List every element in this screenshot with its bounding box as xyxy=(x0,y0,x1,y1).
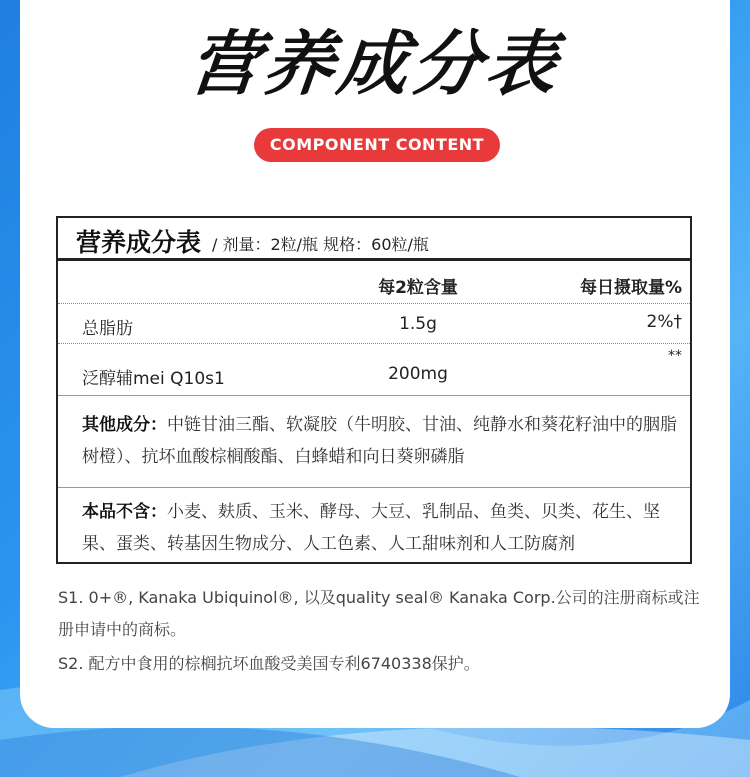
col-per-serving: 每2粒含量 xyxy=(378,278,458,298)
nutrient-amount: 1.5g xyxy=(399,314,437,334)
other-ingredients-text: 中链甘油三酯、软凝胶（牛明胶、甘油、纯静水和葵花籽油中的胭脂树橙）、抗坏血酸棕榈酸酯、白蜂蜡和向日葵卵磷脂 xyxy=(82,415,677,467)
nutrient-name: 总脂肪 xyxy=(82,319,133,339)
free-from xyxy=(82,496,682,560)
table-title: 营养成分表 xyxy=(76,228,202,257)
free-from-text: 小麦、麸质、玉米、酵母、大豆、乳制品、鱼类、贝类、花生、坚果、蛋类、转基因生物成分、人工色素、人工甜味剂和人工防腐剂 xyxy=(82,502,660,554)
column-header-row xyxy=(58,261,690,304)
nutrient-amount: 200mg xyxy=(388,364,448,384)
nutrient-name: 泛醇辅mei Q10s1 xyxy=(82,369,225,389)
other-ingredients-row xyxy=(58,396,690,488)
other-ingredients-label: 其他成分： xyxy=(82,415,167,435)
free-from-row xyxy=(58,488,690,562)
component-content-badge: COMPONENT CONTENT xyxy=(254,128,500,162)
free-from-label: 本品不含： xyxy=(82,502,167,522)
table-serving-info: / 剂量：2粒/瓶 规格：60粒/瓶 xyxy=(212,235,429,254)
page-title: 营养成分表 xyxy=(185,23,565,105)
other-ingredients xyxy=(82,409,682,473)
table-header xyxy=(58,218,690,261)
col-daily-value: 每日摄取量% xyxy=(579,278,682,298)
nutrient-dv: ** xyxy=(668,348,682,364)
footnote-s2: S2. 配方中食用的棕榈抗坏血酸受美国专利6740338保护。 xyxy=(58,654,480,673)
nutrient-dv: 2%† xyxy=(646,312,682,332)
nutrition-table xyxy=(56,216,692,564)
footnote-s1: S1. 0+®, Kanaka Ubiquinol®, 以及quality seal® Kanaka Corp.公司的注册商标或注册申请中的商标。 xyxy=(58,588,700,639)
table-row xyxy=(58,304,690,344)
table-row xyxy=(58,344,690,396)
content-card xyxy=(20,0,730,728)
